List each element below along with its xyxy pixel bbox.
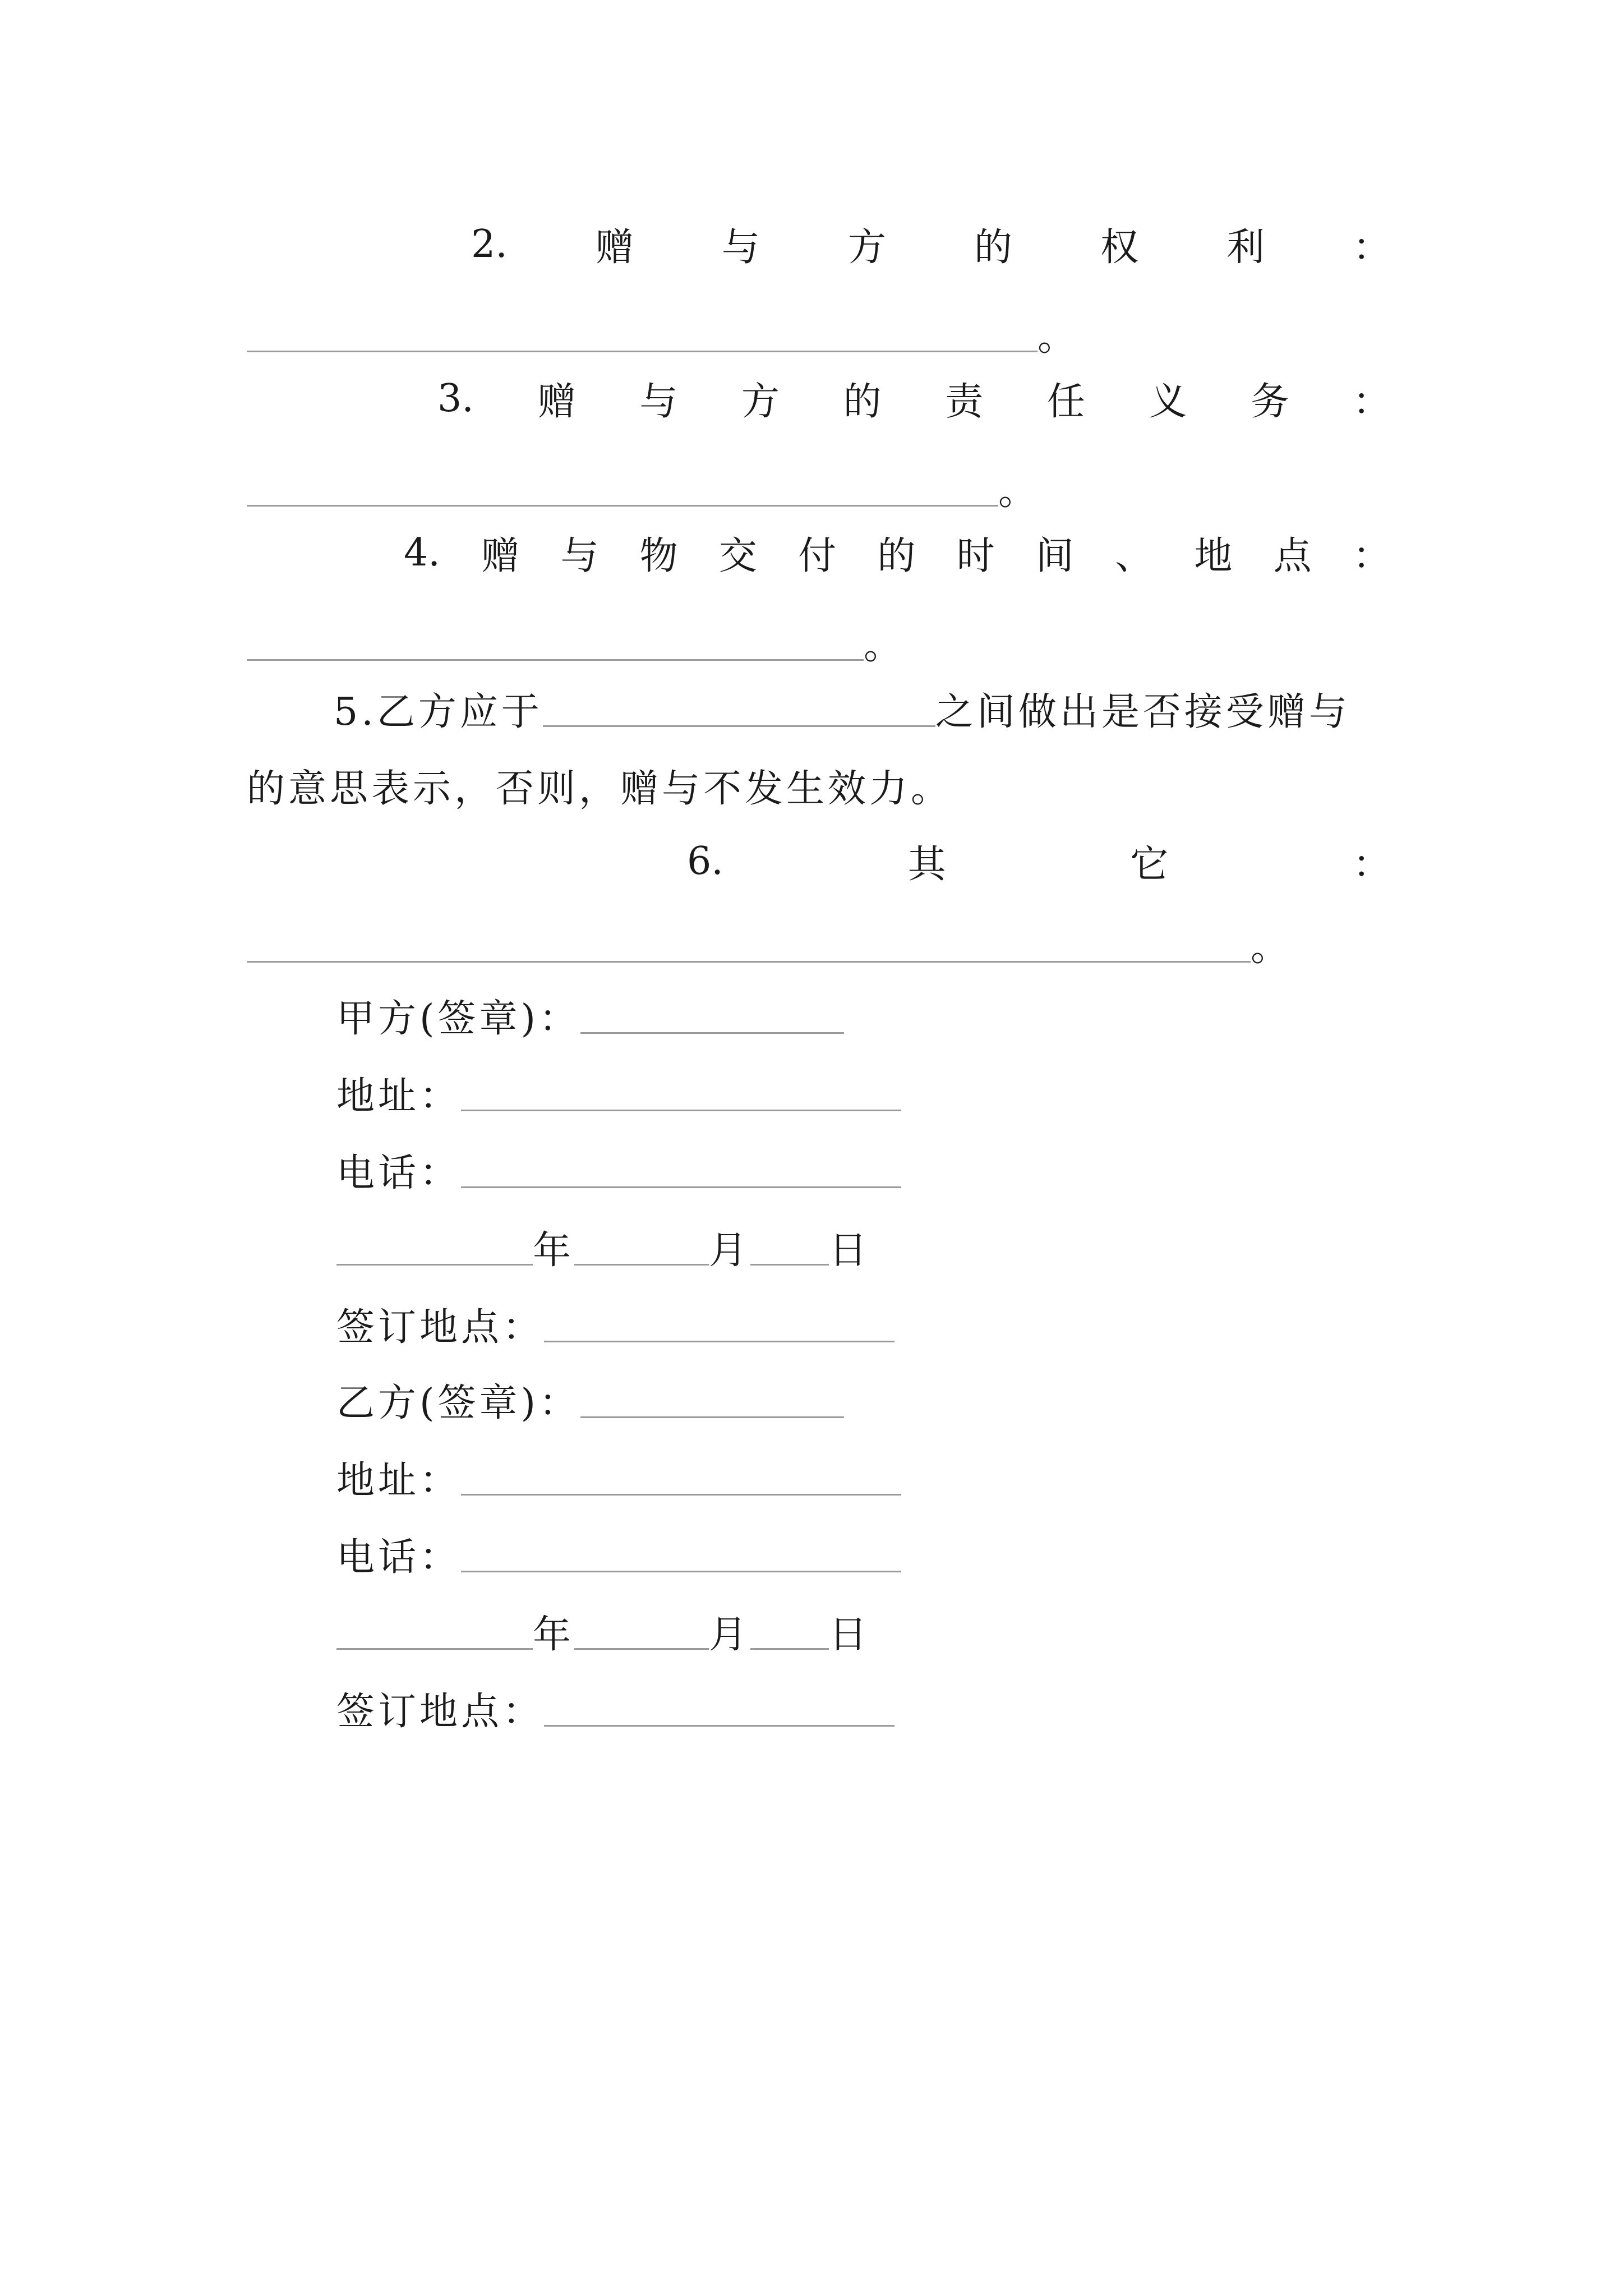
item-6-colon: ： — [1352, 842, 1391, 887]
item-4-heading — [404, 522, 1391, 583]
party-a-phone-row — [336, 1139, 1481, 1200]
item-3-char: 任 — [1046, 379, 1085, 424]
party-a-month-field[interactable] — [574, 1229, 709, 1266]
item-2-number: 2. — [471, 222, 508, 266]
item-5-prefix: 5.乙方应于 — [334, 689, 543, 734]
item-6-blank[interactable] — [247, 926, 1251, 963]
item-3-blank[interactable] — [247, 470, 998, 507]
item-3-heading — [437, 367, 1391, 429]
party-b-address-label: 地址： — [336, 1458, 462, 1503]
item-4-char: 地 — [1194, 533, 1233, 578]
party-a-sign-row — [336, 984, 1481, 1046]
item-4-char: 赠 — [481, 533, 520, 578]
item-4-blank[interactable] — [247, 624, 864, 661]
item-2-char: 赠 — [595, 225, 634, 270]
party-b-sign-row — [336, 1369, 1481, 1430]
item-5-line-2 — [247, 754, 1391, 816]
item-3-char: 与 — [639, 379, 678, 424]
party-b-month-label: 月 — [709, 1612, 751, 1657]
party-a-sign-label: 甲方(签章)： — [336, 996, 581, 1041]
party-b-address-row — [336, 1446, 1481, 1508]
party-a-year-field[interactable] — [336, 1229, 533, 1266]
party-a-address-label: 地址： — [336, 1074, 462, 1119]
party-b-month-field[interactable] — [574, 1613, 709, 1650]
item-4-period: 。 — [864, 623, 902, 668]
item-3-char: 务 — [1251, 379, 1289, 424]
party-b-day-field[interactable] — [750, 1613, 829, 1650]
party-a-address-row — [336, 1062, 1481, 1124]
item-6-fill-line — [247, 913, 1391, 975]
item-2-blank[interactable] — [247, 316, 1038, 352]
party-b-phone-field[interactable] — [461, 1536, 901, 1572]
item-3-char: 方 — [741, 379, 780, 424]
party-b-address-field[interactable] — [461, 1459, 901, 1496]
party-b-place-row — [336, 1677, 1481, 1739]
item-4-char: 与 — [560, 533, 599, 578]
item-6-period: 。 — [1251, 925, 1289, 970]
party-a-place-field[interactable] — [544, 1306, 895, 1342]
item-3-number: 3. — [437, 376, 474, 421]
party-b-day-label: 日 — [829, 1612, 871, 1657]
item-2-period: 。 — [1038, 315, 1076, 360]
party-b-sign-label: 乙方(签章)： — [336, 1381, 581, 1425]
item-4-char: 的 — [877, 533, 916, 578]
item-3-colon: ： — [1352, 379, 1391, 424]
item-6-char: 其 — [907, 842, 946, 887]
item-5-suffix: 之间做出是否接受赠与 — [935, 689, 1350, 734]
item-2-colon: ： — [1352, 225, 1391, 270]
item-5-blank[interactable] — [543, 691, 935, 727]
item-4-char: 、 — [1115, 533, 1154, 578]
item-4-char: 点 — [1273, 533, 1312, 578]
party-a-year-label: 年 — [533, 1228, 575, 1273]
item-2-char: 的 — [974, 225, 1012, 270]
item-3-char: 责 — [945, 379, 984, 424]
item-6-char: 它 — [1130, 842, 1169, 887]
item-4-char: 付 — [798, 533, 837, 578]
party-a-place-label: 签订地点： — [336, 1305, 545, 1350]
item-5-line-1 — [334, 678, 1399, 739]
item-4-char: 交 — [718, 533, 757, 578]
item-6-number: 6. — [687, 839, 723, 884]
party-a-month-label: 月 — [709, 1228, 751, 1273]
party-a-place-row — [336, 1293, 1481, 1355]
item-3-period: 。 — [998, 469, 1037, 514]
item-2-heading — [471, 213, 1391, 275]
item-4-number: 4. — [404, 530, 440, 575]
item-3-fill-line — [247, 457, 1391, 519]
item-3-char: 义 — [1149, 379, 1187, 424]
item-5-line-2-text: 的意思表示，否则，赠与不发生效力。 — [247, 766, 953, 811]
party-a-date-row — [336, 1216, 1481, 1278]
party-b-year-label: 年 — [533, 1612, 575, 1657]
party-a-phone-field[interactable] — [461, 1152, 901, 1188]
item-4-fill-line — [247, 611, 1391, 673]
item-4-char: 时 — [956, 533, 995, 578]
item-2-char: 方 — [847, 225, 886, 270]
party-b-phone-row — [336, 1523, 1481, 1585]
item-4-char: 物 — [639, 533, 678, 578]
party-b-place-field[interactable] — [544, 1690, 895, 1727]
party-b-place-label: 签订地点： — [336, 1689, 545, 1734]
party-a-address-field[interactable] — [461, 1075, 901, 1111]
item-4-colon: ： — [1352, 533, 1391, 578]
party-b-phone-label: 电话： — [336, 1535, 462, 1580]
item-6-heading — [687, 830, 1391, 892]
party-a-sign-field[interactable] — [580, 997, 844, 1034]
item-2-char: 权 — [1100, 225, 1138, 270]
party-a-phone-label: 电话： — [336, 1151, 462, 1195]
item-2-fill-line — [247, 303, 1391, 365]
item-2-char: 利 — [1226, 225, 1265, 270]
item-3-char: 赠 — [537, 379, 576, 424]
party-a-day-label: 日 — [829, 1228, 871, 1273]
item-2-char: 与 — [721, 225, 760, 270]
party-b-year-field[interactable] — [336, 1613, 533, 1650]
party-a-day-field[interactable] — [750, 1229, 829, 1266]
party-b-sign-field[interactable] — [580, 1382, 844, 1418]
party-b-date-row — [336, 1600, 1481, 1662]
item-3-char: 的 — [843, 379, 882, 424]
item-4-char: 间 — [1035, 533, 1074, 578]
